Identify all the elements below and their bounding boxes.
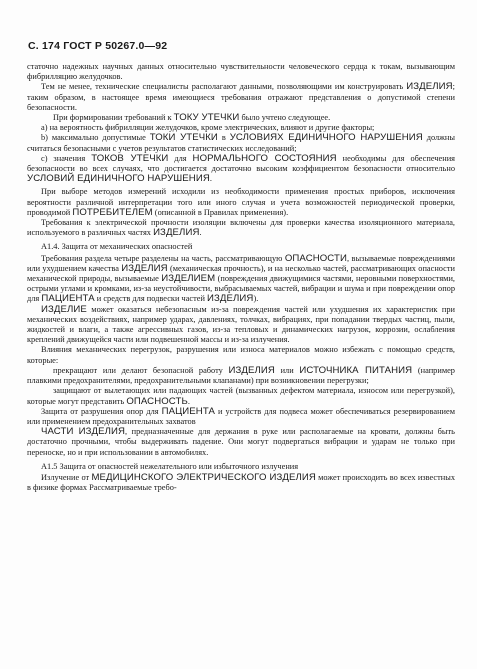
text-run: (например плавкими предохранителями, предохранительными клапанами) при возникновении перегрузки; — [27, 365, 455, 386]
text-run: статочно надежных научных данных относительно чувствительности человеческого сердца к токам, вызывающим фибрилляцию желудочков. — [27, 62, 455, 82]
list-item — [27, 133, 455, 153]
text-run: A1.5 Защита от опасностей нежелательного или избыточного излучения — [41, 461, 299, 471]
term-caps: УСЛОВИЙ ЕДИНИЧНОГО НАРУШЕНИЯ — [27, 173, 210, 185]
text-run: A1.4. Защита от механических опасностей — [41, 242, 193, 252]
term-caps: ТОКИ УТЕЧКИ — [149, 132, 218, 144]
paragraph — [27, 473, 455, 493]
term-caps: МЕДИЦИНСКОГО ЭЛЕКТРИЧЕСКОГО ИЗДЕЛИЯ — [91, 471, 316, 483]
document-body — [27, 62, 455, 493]
term-caps: ОПАСНОСТИ — [284, 252, 347, 264]
paragraph — [27, 62, 455, 82]
term-caps: УСЛОВИЯХ ЕДИНИЧНОГО НАРУШЕНИЯ — [229, 132, 423, 144]
text-run: и средств для подвески частей — [94, 294, 208, 304]
text-run: , предназначенные для держания в руке или располагаемые на кровати, должны быть достаточно прочными, чтобы выдерживать падение. Они могут подвергаться вибрации и ударам не только при переноске, но и при использовании в автомобилях. — [27, 427, 455, 457]
text-run: ; таким образом, в настоящее время имеющиеся требования отражают представления о допустимой степени безопасности. — [27, 82, 455, 112]
term-caps: ИЗДЕЛИЕМ — [161, 273, 216, 285]
text-run: может оказаться небезопасным из-за повреждения частей или ухудшения их характеристик при механических воздействиях, например ударах, давлениях, толчках, вибрациях, при попадании твердых частиц, пыли, жидкостей и влаги, а также агрессивных газов, из-за тепловых и динамических нагрузок, коррозии, ослабления креплений движущейся части или подвешенной массы и из-за излучения. — [27, 304, 455, 345]
term-caps: ТОКУ УТЕЧКИ — [173, 112, 240, 124]
text-run: и устройств для подвеса может обеспечиваться резервированием или применением предохранительных захватов — [27, 406, 455, 426]
list-item — [27, 154, 455, 185]
text-run: При выборе методов измерений исходили из необходимости применения простых приборов, исключения вероятности различной интерпретации того или иного случая и учета возможностей периодической проверки, проводимой — [27, 187, 455, 217]
term-caps: ИЗДЕЛИЯ — [121, 262, 168, 274]
page-header: С. 174 ГОСТ Р 50267.0—92 — [28, 40, 168, 52]
term-caps: ИЗДЕЛИЯ — [153, 227, 200, 239]
text-run: Тем не менее, технические специалисты располагают данными, позволяющими им конструировать — [41, 82, 407, 92]
text-run: . — [199, 228, 202, 238]
text-run: Требования к электрической прочности изоляции включены для проверки качества изоляционного материала, используемого в различных частях — [27, 218, 455, 238]
text-run: было учтено следующее. — [239, 113, 331, 123]
term-caps: ИЗДЕЛИЯ — [406, 81, 453, 93]
paragraph — [27, 187, 455, 218]
paragraph — [27, 254, 455, 305]
text-run: Защита от разрушения опор для — [41, 406, 162, 416]
list-item — [27, 366, 455, 386]
text-run: Излучение от — [41, 472, 92, 482]
text-run: для — [168, 153, 193, 163]
term-caps: ИЗДЕЛИЕ — [41, 303, 87, 315]
text-run: c) значения — [41, 153, 92, 163]
paragraph — [27, 82, 455, 113]
text-run: необходимы для обеспечения безопасности во всех случаях, что достигается достаточно высоким коэффициентом безопасности относительно — [27, 153, 456, 174]
paragraph — [27, 407, 455, 427]
term-caps: ПОТРЕБИТЕЛЕМ — [72, 206, 153, 218]
term-caps: ИСТОЧНИКА ПИТАНИЯ — [299, 364, 413, 376]
term-caps: ОПАСНОСТЬ — [126, 395, 188, 407]
text-run: ). — [253, 294, 259, 304]
term-caps: ПАЦИЕНТА — [41, 293, 95, 305]
term-caps: НОРМАЛЬНОГО СОСТОЯНИЯ — [192, 152, 337, 164]
text-run: защищают от вылетающих или падающих частей (вызванных дефектом материала, износом или перегрузкой), которые могут представить — [27, 386, 455, 406]
text-run: (механическая прочность), и на несколько частей, рассматривающих опасности механической природы, вызываемые — [27, 263, 455, 284]
term-caps: ИЗДЕЛИЯ — [228, 364, 275, 376]
text-run: прекращают или делают безопасной работу — [53, 365, 229, 375]
text-run: (описанной в Правилах применения). — [152, 207, 289, 217]
text-run: a) на вероятность фибрилляции желудочков, кроме электрических, влияют и другие факторы; — [41, 123, 375, 133]
text-run: Требования раздела четыре разделены на часть, рассматривающую — [41, 253, 285, 263]
paragraph — [27, 427, 455, 458]
term-caps: ТОКОВ УТЕЧКИ — [91, 152, 169, 164]
text-run: может происходить во всех известных в физике формах Рассматриваемые требо- — [27, 472, 455, 493]
paragraph — [27, 218, 455, 238]
text-run: При формировании требований к — [53, 113, 174, 123]
text-run: . — [209, 174, 212, 184]
text-run: . — [187, 396, 190, 406]
term-caps: ПАЦИЕНТА — [161, 405, 215, 417]
text-run: , вызываемые повреждениями или ухудшением качества — [27, 253, 455, 273]
text-run: b) максимально допустимые — [41, 133, 150, 143]
term-caps: ЧАСТИ ИЗДЕЛИЯ — [41, 426, 126, 438]
text-run: Влияния механических перегрузок, разрушения или износа материалов можно избежать с помощью средств, которые: — [27, 345, 455, 365]
text-run: в — [217, 133, 230, 143]
text-run: (повреждения движущимися частями, неровными поверхностями, острыми углами и кромками, из-за неустойчивости, выбрасываемых частей, вибрации и шума и при повреждении опор для — [27, 274, 455, 304]
paragraph — [27, 113, 455, 123]
list-item — [27, 386, 455, 406]
section-heading — [27, 242, 455, 252]
paragraph — [27, 305, 455, 346]
section-heading — [27, 462, 455, 472]
term-caps: ИЗДЕЛИЯ — [207, 293, 254, 305]
text-run: или — [274, 365, 300, 375]
paragraph — [27, 345, 455, 365]
text-run: должны считаться безопасными с учетов результатов статистических исследований; — [27, 133, 456, 153]
